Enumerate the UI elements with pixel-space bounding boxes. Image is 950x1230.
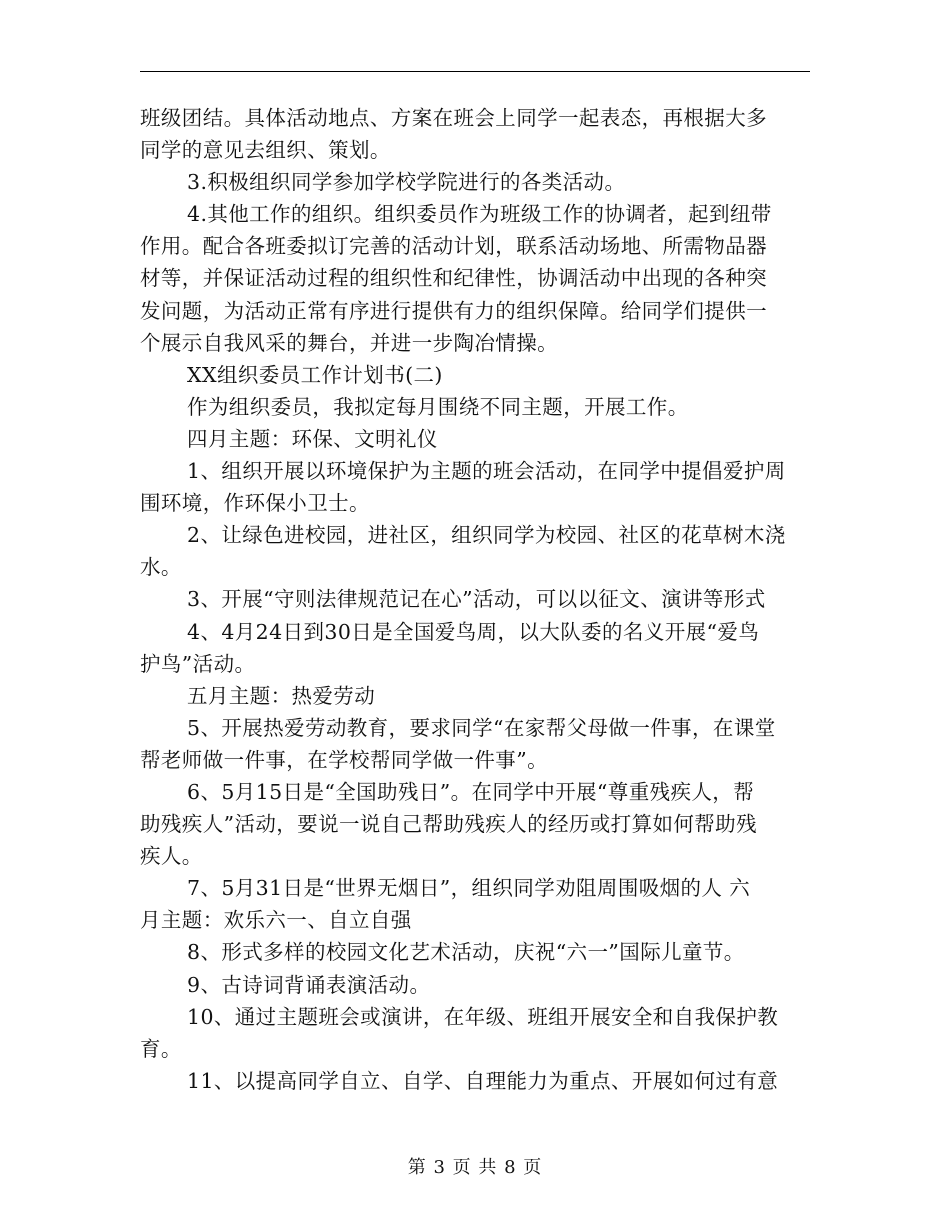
text-line: 11、以提高同学自立、自学、自理能力为重点、开展如何过有意 (187, 1068, 779, 1093)
text-line: 个展示自我风采的舞台，并进一步陶冶情操。 (140, 330, 558, 355)
text-line: 材等，并保证活动过程的组织性和纪律性，协调活动中出现的各种突 (140, 266, 767, 291)
text-line: 5、开展热爱劳动教育，要求同学“在家帮父母做一件事，在课堂 (187, 715, 776, 740)
header-rule (140, 71, 810, 72)
text-line: 护鸟”活动。 (140, 651, 256, 676)
text-line: 6、5月15日是“全国助残日”。在同学中开展“尊重残疾人，帮 (187, 779, 755, 804)
text-line: 五月主题：热爱劳动 (187, 683, 376, 708)
text-line: XX组织委员工作计划书(二) (187, 362, 443, 387)
document-body (140, 102, 815, 1097)
text-line: 帮老师做一件事，在学校帮同学做一件事”。 (140, 747, 548, 772)
text-line: 同学的意见去组织、策划。 (140, 138, 391, 163)
text-line: 1、组织开展以环境保护为主题的班会活动，在同学中提倡爱护周 (187, 459, 786, 484)
text-line: 发问题，为活动正常有序进行提供有力的组织保障。给同学们提供一 (140, 298, 767, 323)
text-line: 4.其他工作的组织。组织委员作为班级工作的协调者，起到纽带 (187, 202, 772, 227)
text-line: 作用。配合各班委拟订完善的活动计划，联系活动场地、所需物品器 (140, 234, 767, 259)
text-line: 班级团结。具体活动地点、方案在班会上同学一起表态，再根据大多 (140, 106, 767, 130)
text-line: 2、让绿色进校园，进社区，组织同学为校园、社区的花草树木浇 (187, 523, 786, 548)
text-line: 月主题：欢乐六一、自立自强 (140, 908, 412, 933)
text-line: 10、通过主题班会或演讲，在年级、班组开展安全和自我保护教 (187, 1004, 779, 1029)
text-line: 8、形式多样的校园文化艺术活动，庆祝“六一”国际儿童节。 (187, 940, 745, 965)
text-line: 7、5月31日是“世界无烟日”，组织同学劝阻周围吸烟的人 六 (187, 876, 751, 901)
text-line: 9、古诗词背诵表演活动。 (187, 972, 431, 997)
text-line: 作为组织委员，我拟定每月围绕不同主题，开展工作。 (187, 394, 689, 419)
page-footer: 第 3 页 共 8 页 (407, 1157, 543, 1178)
text-line: 育。 (140, 1036, 182, 1061)
text-line: 3.积极组织同学参加学校学院进行的各类活动。 (187, 170, 626, 195)
text-line: 水。 (140, 555, 182, 580)
text-line: 助残疾人”活动，要说一说自己帮助残疾人的经历或打算如何帮助残 (140, 812, 757, 837)
text-line: 疾人。 (140, 844, 203, 869)
text-line: 3、开展“守则法律规范记在心”活动，可以以征文、演讲等形式 (187, 587, 766, 612)
text-line: 4、4月24日到30日是全国爱鸟周，以大队委的名义开展“爱鸟 (187, 619, 760, 644)
text-line: 围环境，作环保小卫士。 (140, 491, 370, 516)
text-line: 四月主题：环保、文明礼仪 (187, 426, 438, 451)
